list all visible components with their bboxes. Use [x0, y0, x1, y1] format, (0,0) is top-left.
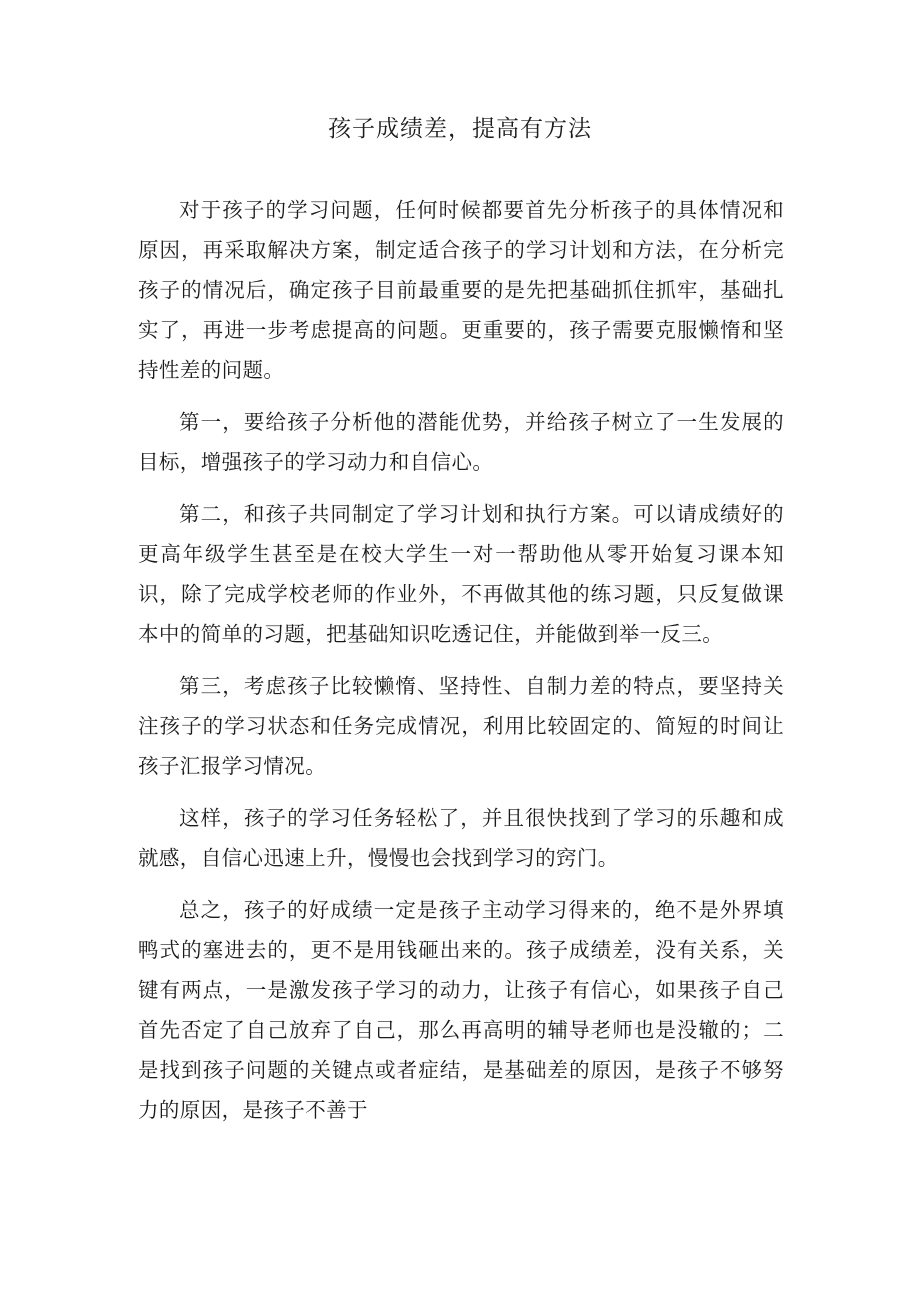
paragraph-second-point: 第二，和孩子共同制定了学习计划和执行方案。可以请成绩好的更高年级学生甚至是在校大学生一对一帮助他从零开始复习课本知识，除了完成学校老师的作业外，不再做其他的练习题，只反复做课本中的简单的习题，把基础知识吃透记住，并能做到举一反三。	[138, 502, 784, 646]
document-body	[138, 190, 784, 1142]
paragraph-intro: 对于孩子的学习问题，任何时候都要首先分析孩子的具体情况和原因，再采取解决方案，制定适合孩子的学习计划和方法，在分析完孩子的情况后，确定孩子目前最重要的是先把基础抓住抓牢，基础扎实了，再进一步考虑提高的问题。更重要的，孩子需要克服懒惰和坚持性差的问题。	[138, 198, 784, 382]
paragraph-third-point: 第三，考虑孩子比较懒惰、坚持性、自制力差的特点，要坚持关注孩子的学习状态和任务完成情况，利用比较固定的、简短的时间让孩子汇报学习情况。	[138, 674, 784, 778]
paragraph-result: 这样，孩子的学习任务轻松了，并且很快找到了学习的乐趣和成就感，自信心迅速上升，慢慢也会找到学习的窍门。	[138, 806, 784, 870]
document-title: 孩子成绩差，提高有方法	[328, 116, 592, 142]
paragraph-first-point: 第一，要给孩子分析他的潜能优势，并给孩子树立了一生发展的目标，增强孩子的学习动力和自信心。	[138, 410, 784, 474]
paragraph-conclusion: 总之，孩子的好成绩一定是孩子主动学习得来的，绝不是外界填鸭式的塞进去的，更不是用钱砸出来的。孩子成绩差，没有关系，关键有两点，一是激发孩子学习的动力，让孩子有信心，如果孩子自己首先否定了自己放弃了自己，那么再高明的辅导老师也是没辙的；二是找到孩子问题的关键点或者症结，是基础差的原因，是孩子不够努力的原因，是孩子不善于	[138, 898, 784, 1122]
